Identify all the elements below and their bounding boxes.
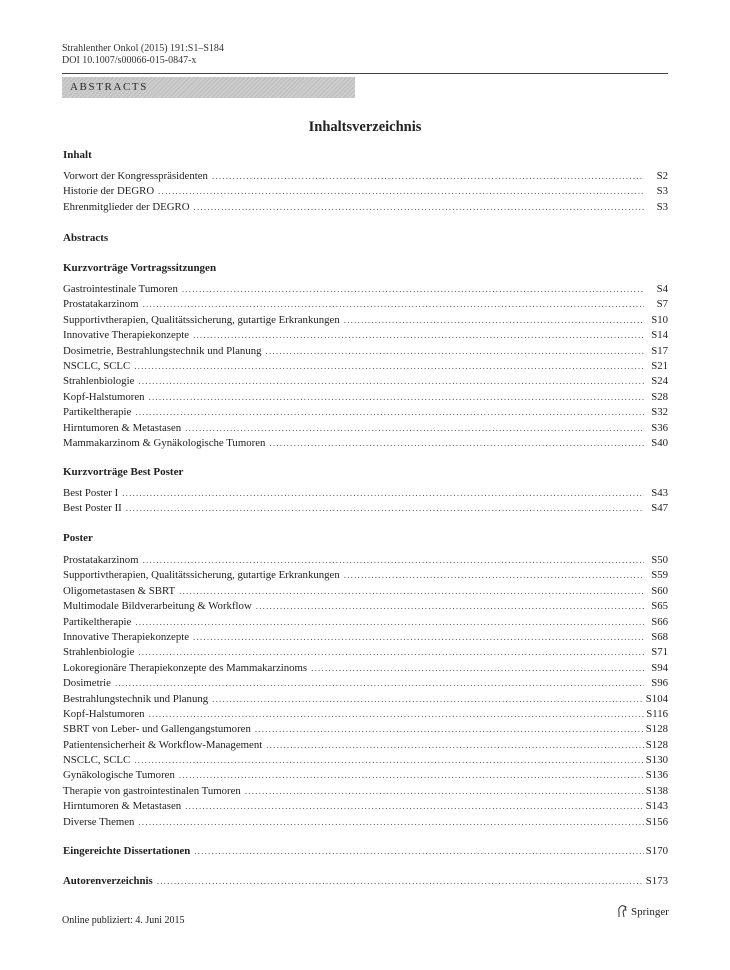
toc-poster	[63, 553, 668, 830]
toc-entry-title: Autorenverzeichnis	[63, 875, 153, 887]
doi-line: DOI 10.1007/s00066-015-0847-x	[62, 55, 197, 66]
leader-dots	[212, 169, 644, 184]
toc-entry-page: S71	[651, 646, 668, 659]
toc-best-poster	[63, 486, 668, 517]
leader-dots	[134, 753, 644, 768]
leader-dots	[135, 405, 644, 420]
toc-entry-title: SBRT von Leber- und Gallengangstumoren	[63, 723, 251, 736]
toc-entry-title: Multimodale Bildverarbeitung & Workflow	[63, 600, 252, 613]
toc-entry-title: Partikeltherapie	[63, 615, 132, 628]
leader-dots	[149, 707, 644, 722]
toc-inhalt	[63, 169, 668, 215]
heading-inhalt: Inhalt	[63, 149, 92, 161]
leader-dots	[256, 599, 644, 614]
toc-entry[interactable]	[63, 313, 668, 328]
leader-dots	[266, 344, 644, 359]
header-rule	[62, 73, 668, 74]
toc-entry-page: S136	[645, 769, 668, 782]
toc-entry[interactable]	[63, 486, 668, 501]
leader-dots	[194, 200, 644, 215]
toc-entry-page: S10	[651, 313, 668, 326]
toc-entry-title: Innovative Therapiekonzepte	[63, 630, 190, 643]
leader-dots	[138, 645, 644, 660]
leader-dots	[344, 568, 644, 583]
toc-autoren	[63, 874, 668, 889]
toc-entry-page: S138	[645, 784, 668, 797]
toc-entry[interactable]	[63, 753, 668, 768]
toc-entry[interactable]	[63, 799, 668, 814]
toc-entry-title: Therapie von gastrointestinalen Tumoren	[63, 784, 241, 797]
leader-dots	[179, 584, 644, 599]
toc-entry[interactable]	[63, 436, 668, 451]
toc-entry-title: NSCLC, SCLC	[63, 359, 131, 372]
leader-dots	[122, 486, 644, 501]
toc-entry[interactable]	[63, 344, 668, 359]
toc-entry[interactable]	[63, 297, 668, 312]
leader-dots	[138, 374, 644, 389]
leader-dots	[194, 844, 644, 859]
toc-entry-title: Oligometastasen & SBRT	[63, 584, 176, 597]
toc-entry-title: Eingereichte Dissertationen	[63, 845, 191, 857]
toc-entry[interactable]	[63, 676, 668, 691]
toc-entry[interactable]	[63, 568, 668, 583]
toc-entry-page: S59	[651, 569, 668, 582]
toc-entry-page: S173	[645, 875, 668, 887]
toc-entry-title: Supportivtherapien, Qualitätssicherung, gutartige Erkrankungen	[63, 569, 340, 582]
toc-entry-title: Innovative Therapiekonzepte	[63, 329, 190, 342]
leader-dots	[157, 874, 644, 889]
toc-entry[interactable]	[63, 722, 668, 737]
publisher-logo	[616, 905, 669, 918]
toc-entry-page: S28	[651, 390, 668, 403]
toc-entry-page: S60	[651, 584, 668, 597]
page-title: Inhaltsverzeichnis	[308, 119, 422, 135]
journal-citation	[62, 43, 224, 67]
toc-entry[interactable]	[63, 169, 668, 184]
toc-entry-page: S4	[656, 283, 668, 295]
toc-entry-page: S94	[651, 661, 668, 674]
toc-entry-page: S7	[656, 298, 668, 311]
toc-entry-page: S32	[651, 406, 668, 419]
toc-entry-title: Dosimetrie	[63, 677, 111, 690]
toc-entry[interactable]	[63, 768, 668, 783]
toc-entry[interactable]	[63, 645, 668, 660]
toc-dissertationen	[63, 844, 668, 859]
leader-dots	[185, 421, 644, 436]
toc-entry-page: S104	[645, 692, 668, 705]
toc-entry[interactable]	[63, 615, 668, 630]
publication-date: Online publiziert: 4. Juni 2015	[62, 915, 185, 926]
toc-entry-page: S130	[645, 754, 668, 767]
toc-entry-title: Prostatakarzinom	[63, 298, 139, 311]
publisher-name: Springer	[631, 905, 669, 918]
toc-entry[interactable]	[63, 844, 668, 859]
toc-entry[interactable]	[63, 815, 668, 830]
toc-entry-title: Kopf-Halstumoren	[63, 707, 145, 720]
leader-dots	[143, 297, 644, 312]
springer-horse-icon	[616, 905, 628, 918]
toc-entry-page: S2	[656, 170, 668, 182]
journal-line: Strahlenther Onkol (2015) 191:S1–S184	[62, 43, 224, 54]
toc-entry[interactable]	[63, 784, 668, 799]
heading-abstracts: Abstracts	[63, 232, 109, 244]
leader-dots	[193, 328, 644, 343]
leader-dots	[269, 436, 644, 451]
leader-dots	[158, 184, 644, 199]
toc-entry-page: S116	[646, 707, 668, 720]
leader-dots	[115, 676, 644, 691]
toc-entry[interactable]	[63, 405, 668, 420]
toc-entry-title: Gynäkologische Tumoren	[63, 769, 175, 782]
heading-best-poster: Kurzvorträge Best Poster	[63, 466, 184, 478]
toc-entry[interactable]	[63, 200, 668, 215]
toc-entry[interactable]	[63, 707, 668, 722]
toc-entry-page: S96	[651, 677, 668, 690]
toc-entry-page: S50	[651, 554, 668, 566]
toc-entry[interactable]	[63, 328, 668, 343]
leader-dots	[266, 738, 644, 753]
toc-kurzvortraege	[63, 282, 668, 451]
toc-entry-title: Best Poster II	[63, 502, 122, 515]
toc-entry[interactable]	[63, 184, 668, 199]
toc-entry-page: S3	[656, 185, 668, 198]
toc-entry[interactable]	[63, 359, 668, 374]
toc-entry[interactable]	[63, 692, 668, 707]
leader-dots	[149, 390, 644, 405]
leader-dots	[245, 784, 644, 799]
toc-entry-title: Vorwort der Kongresspräsidenten	[63, 170, 208, 182]
toc-entry-title: NSCLC, SCLC	[63, 754, 131, 767]
toc-entry-title: Dosimetrie, Bestrahlungstechnik und Planung	[63, 344, 262, 357]
toc-entry-page: S143	[645, 800, 668, 813]
toc-entry[interactable]	[63, 738, 668, 753]
leader-dots	[255, 722, 644, 737]
toc-entry[interactable]	[63, 390, 668, 405]
toc-entry-page: S17	[651, 344, 668, 357]
toc-entry-title: Supportivtherapien, Qualitätssicherung, gutartige Erkrankungen	[63, 313, 340, 326]
heading-poster: Poster	[63, 532, 93, 544]
toc-entry-page: S156	[645, 815, 668, 828]
toc-entry[interactable]	[63, 421, 668, 436]
leader-dots	[179, 768, 644, 783]
toc-entry[interactable]	[63, 630, 668, 645]
toc-entry-title: Partikeltherapie	[63, 406, 132, 419]
toc-entry-title: Bestrahlungstechnik und Planung	[63, 692, 209, 705]
toc-entry-title: Mammakarzinom & Gynäkologische Tumoren	[63, 436, 266, 449]
toc-entry-page: S40	[651, 436, 668, 449]
toc-entry-page: S68	[651, 630, 668, 643]
leader-dots	[193, 630, 644, 645]
toc-entry-title: Lokoregionäre Therapiekonzepte des Mammakarzinoms	[63, 661, 308, 674]
toc-entry-page: S3	[656, 200, 668, 213]
toc-entry-title: Historie der DEGRO	[63, 185, 155, 198]
leader-dots	[143, 553, 644, 568]
toc-entry-page: S128	[645, 723, 668, 736]
heading-kurzvortraege: Kurzvorträge Vortragssitzungen	[63, 262, 217, 274]
leader-dots	[311, 661, 644, 676]
toc-entry-page: S65	[651, 600, 668, 613]
toc-entry[interactable]	[63, 374, 668, 389]
toc-entry[interactable]	[63, 874, 668, 889]
toc-entry-page: S170	[645, 845, 668, 857]
toc-entry-title: Prostatakarzinom	[63, 554, 139, 566]
toc-entry-title: Diverse Themen	[63, 815, 135, 828]
toc-entry-page: S36	[651, 421, 668, 434]
toc-entry[interactable]	[63, 501, 668, 516]
toc-entry-title: Kopf-Halstumoren	[63, 390, 145, 403]
toc-entry-page: S43	[651, 487, 668, 499]
toc-entry[interactable]	[63, 553, 668, 568]
toc-entry-page: S47	[651, 502, 668, 515]
leader-dots	[126, 501, 644, 516]
leader-dots	[138, 815, 643, 830]
toc-entry-page: S24	[651, 375, 668, 388]
toc-entry[interactable]	[63, 661, 668, 676]
leader-dots	[212, 692, 644, 707]
toc-entry-title: Gastrointestinale Tumoren	[63, 283, 178, 295]
toc-entry-page: S66	[651, 615, 668, 628]
toc-entry-page: S14	[651, 329, 668, 342]
toc-entry-title: Ehrenmitglieder der DEGRO	[63, 200, 190, 213]
toc-entry[interactable]	[63, 599, 668, 614]
toc-entry-title: Strahlenbiologie	[63, 375, 135, 388]
leader-dots	[134, 359, 644, 374]
leader-dots	[344, 313, 644, 328]
toc-entry-title: Hirntumoren & Metastasen	[63, 800, 182, 813]
toc-entry-title: Best Poster I	[63, 487, 119, 499]
toc-entry-page: S128	[645, 738, 668, 751]
toc-entry[interactable]	[63, 282, 668, 297]
toc-entry-title: Patientensicherheit & Workflow-Management	[63, 738, 263, 751]
leader-dots	[185, 799, 644, 814]
leader-dots	[135, 615, 644, 630]
toc-entry-title: Strahlenbiologie	[63, 646, 135, 659]
toc-entry-page: S21	[651, 359, 668, 372]
toc-entry-title: Hirntumoren & Metastasen	[63, 421, 182, 434]
section-banner: ABSTRACTS	[62, 77, 355, 98]
toc-entry[interactable]	[63, 584, 668, 599]
leader-dots	[182, 282, 644, 297]
